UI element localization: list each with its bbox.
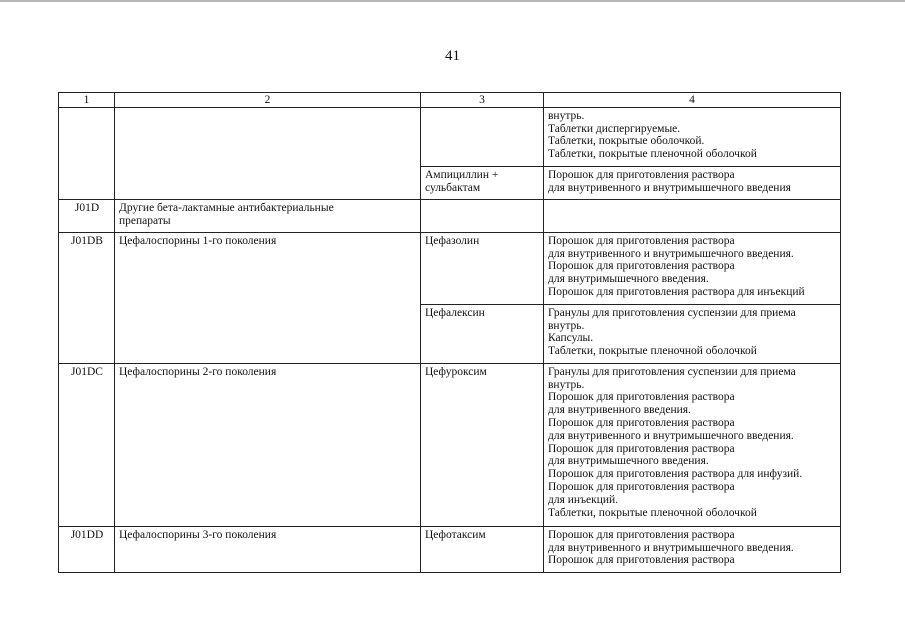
table-row xyxy=(59,363,841,526)
group-cell xyxy=(115,363,421,526)
code-cell xyxy=(59,304,115,363)
form-line: Порошок для приготовления раствора xyxy=(548,528,735,541)
group-cell xyxy=(115,199,421,232)
form-line: Порошок для приготовления раствора xyxy=(548,480,735,493)
group-name-line: Цефалоспорины 1-го поколения xyxy=(119,234,277,247)
forms-cell xyxy=(544,107,841,166)
group-name-line: Цефалоспорины 3-го поколения xyxy=(119,528,277,541)
form-line: Порошок для приготовления раствора xyxy=(548,442,735,455)
header-cell-1: 1 xyxy=(59,93,115,108)
drug-cell xyxy=(421,232,544,304)
page-number: 41 xyxy=(445,48,460,64)
form-line: Порошок для приготовления раствора xyxy=(548,554,735,567)
form-line: Порошок для приготовления раствора xyxy=(548,391,735,404)
form-line: Таблетки, покрытые оболочкой. xyxy=(548,135,705,148)
forms-cell xyxy=(544,166,841,199)
forms-cell xyxy=(544,526,841,572)
forms-cell xyxy=(544,199,841,232)
table-row xyxy=(59,107,841,166)
drug-name-line: сульбактам xyxy=(425,181,481,194)
drug-cell xyxy=(421,199,544,232)
form-line: внутрь. xyxy=(548,378,585,391)
header-cell-4: 4 xyxy=(544,93,841,108)
table-row xyxy=(59,526,841,572)
table-row xyxy=(59,304,841,363)
form-line: Капсулы. xyxy=(548,332,594,345)
table-row xyxy=(59,232,841,304)
header-cell-3: 3 xyxy=(421,93,544,108)
group-cell xyxy=(115,526,421,572)
code-cell: J01DC xyxy=(59,363,115,526)
form-line: для внутривенного и внутримышечного введения. xyxy=(548,541,794,554)
drug-name-line: Ампициллин + xyxy=(425,168,499,181)
group-cell xyxy=(115,107,421,166)
form-line: Порошок для приготовления раствора для инфузий. xyxy=(548,468,803,481)
form-line: для инъекций. xyxy=(548,493,619,506)
form-line: для внутримышечного введения. xyxy=(548,455,709,468)
form-line: Гранулы для приготовления суспензии для приема xyxy=(548,365,796,378)
drug-cell xyxy=(421,304,544,363)
table-row xyxy=(59,199,841,232)
drug-cell xyxy=(421,107,544,166)
form-line: для внутримышечного введения. xyxy=(548,273,709,286)
form-line: Таблетки, покрытые пленочной оболочкой xyxy=(548,345,757,358)
drug-name-line: Цефалексин xyxy=(425,306,485,319)
group-name-line: Цефалоспорины 2-го поколения xyxy=(119,365,277,378)
drug-name-line: Цефазолин xyxy=(425,234,480,247)
form-line: для внутривенного и внутримышечного введения xyxy=(548,181,791,194)
form-line: Таблетки диспергируемые. xyxy=(548,122,681,135)
forms-cell xyxy=(544,304,841,363)
form-line: внутрь. xyxy=(548,109,585,122)
form-line: Гранулы для приготовления суспензии для приема xyxy=(548,306,796,319)
form-line: для внутривенного и внутримышечного введения. xyxy=(548,429,794,442)
form-line: Порошок для приготовления раствора xyxy=(548,234,735,247)
form-line: Порошок для приготовления раствора xyxy=(548,260,735,273)
drug-cell xyxy=(421,363,544,526)
code-cell xyxy=(59,166,115,199)
group-cell xyxy=(115,232,421,304)
form-line: Таблетки, покрытые пленочной оболочкой xyxy=(548,506,757,519)
page-top-edge xyxy=(0,0,905,2)
drug-table xyxy=(58,92,841,573)
drug-name-line: Цефуроксим xyxy=(425,365,487,378)
form-line: для внутривенного и внутримышечного введения. xyxy=(548,247,794,260)
drug-name-line: Цефотаксим xyxy=(425,528,486,541)
table-header-row xyxy=(59,93,841,108)
group-name-line: препараты xyxy=(119,214,171,227)
form-line: внутрь. xyxy=(548,319,585,332)
group-cell xyxy=(115,304,421,363)
form-line: Таблетки, покрытые пленочной оболочкой xyxy=(548,148,757,161)
code-cell: J01DB xyxy=(59,232,115,304)
table-row xyxy=(59,166,841,199)
code-cell: J01DD xyxy=(59,526,115,572)
group-name-line: Другие бета-лактамные антибактериальные xyxy=(119,201,334,214)
drug-cell xyxy=(421,526,544,572)
forms-cell xyxy=(544,232,841,304)
code-cell xyxy=(59,107,115,166)
form-line: для внутривенного введения. xyxy=(548,404,691,417)
forms-cell xyxy=(544,363,841,526)
drug-cell xyxy=(421,166,544,199)
header-cell-2: 2 xyxy=(115,93,421,108)
group-cell xyxy=(115,166,421,199)
form-line: Порошок для приготовления раствора для инъекций xyxy=(548,285,805,298)
form-line: Порошок для приготовления раствора xyxy=(548,416,735,429)
form-line: Порошок для приготовления раствора xyxy=(548,168,735,181)
code-cell: J01D xyxy=(59,199,115,232)
